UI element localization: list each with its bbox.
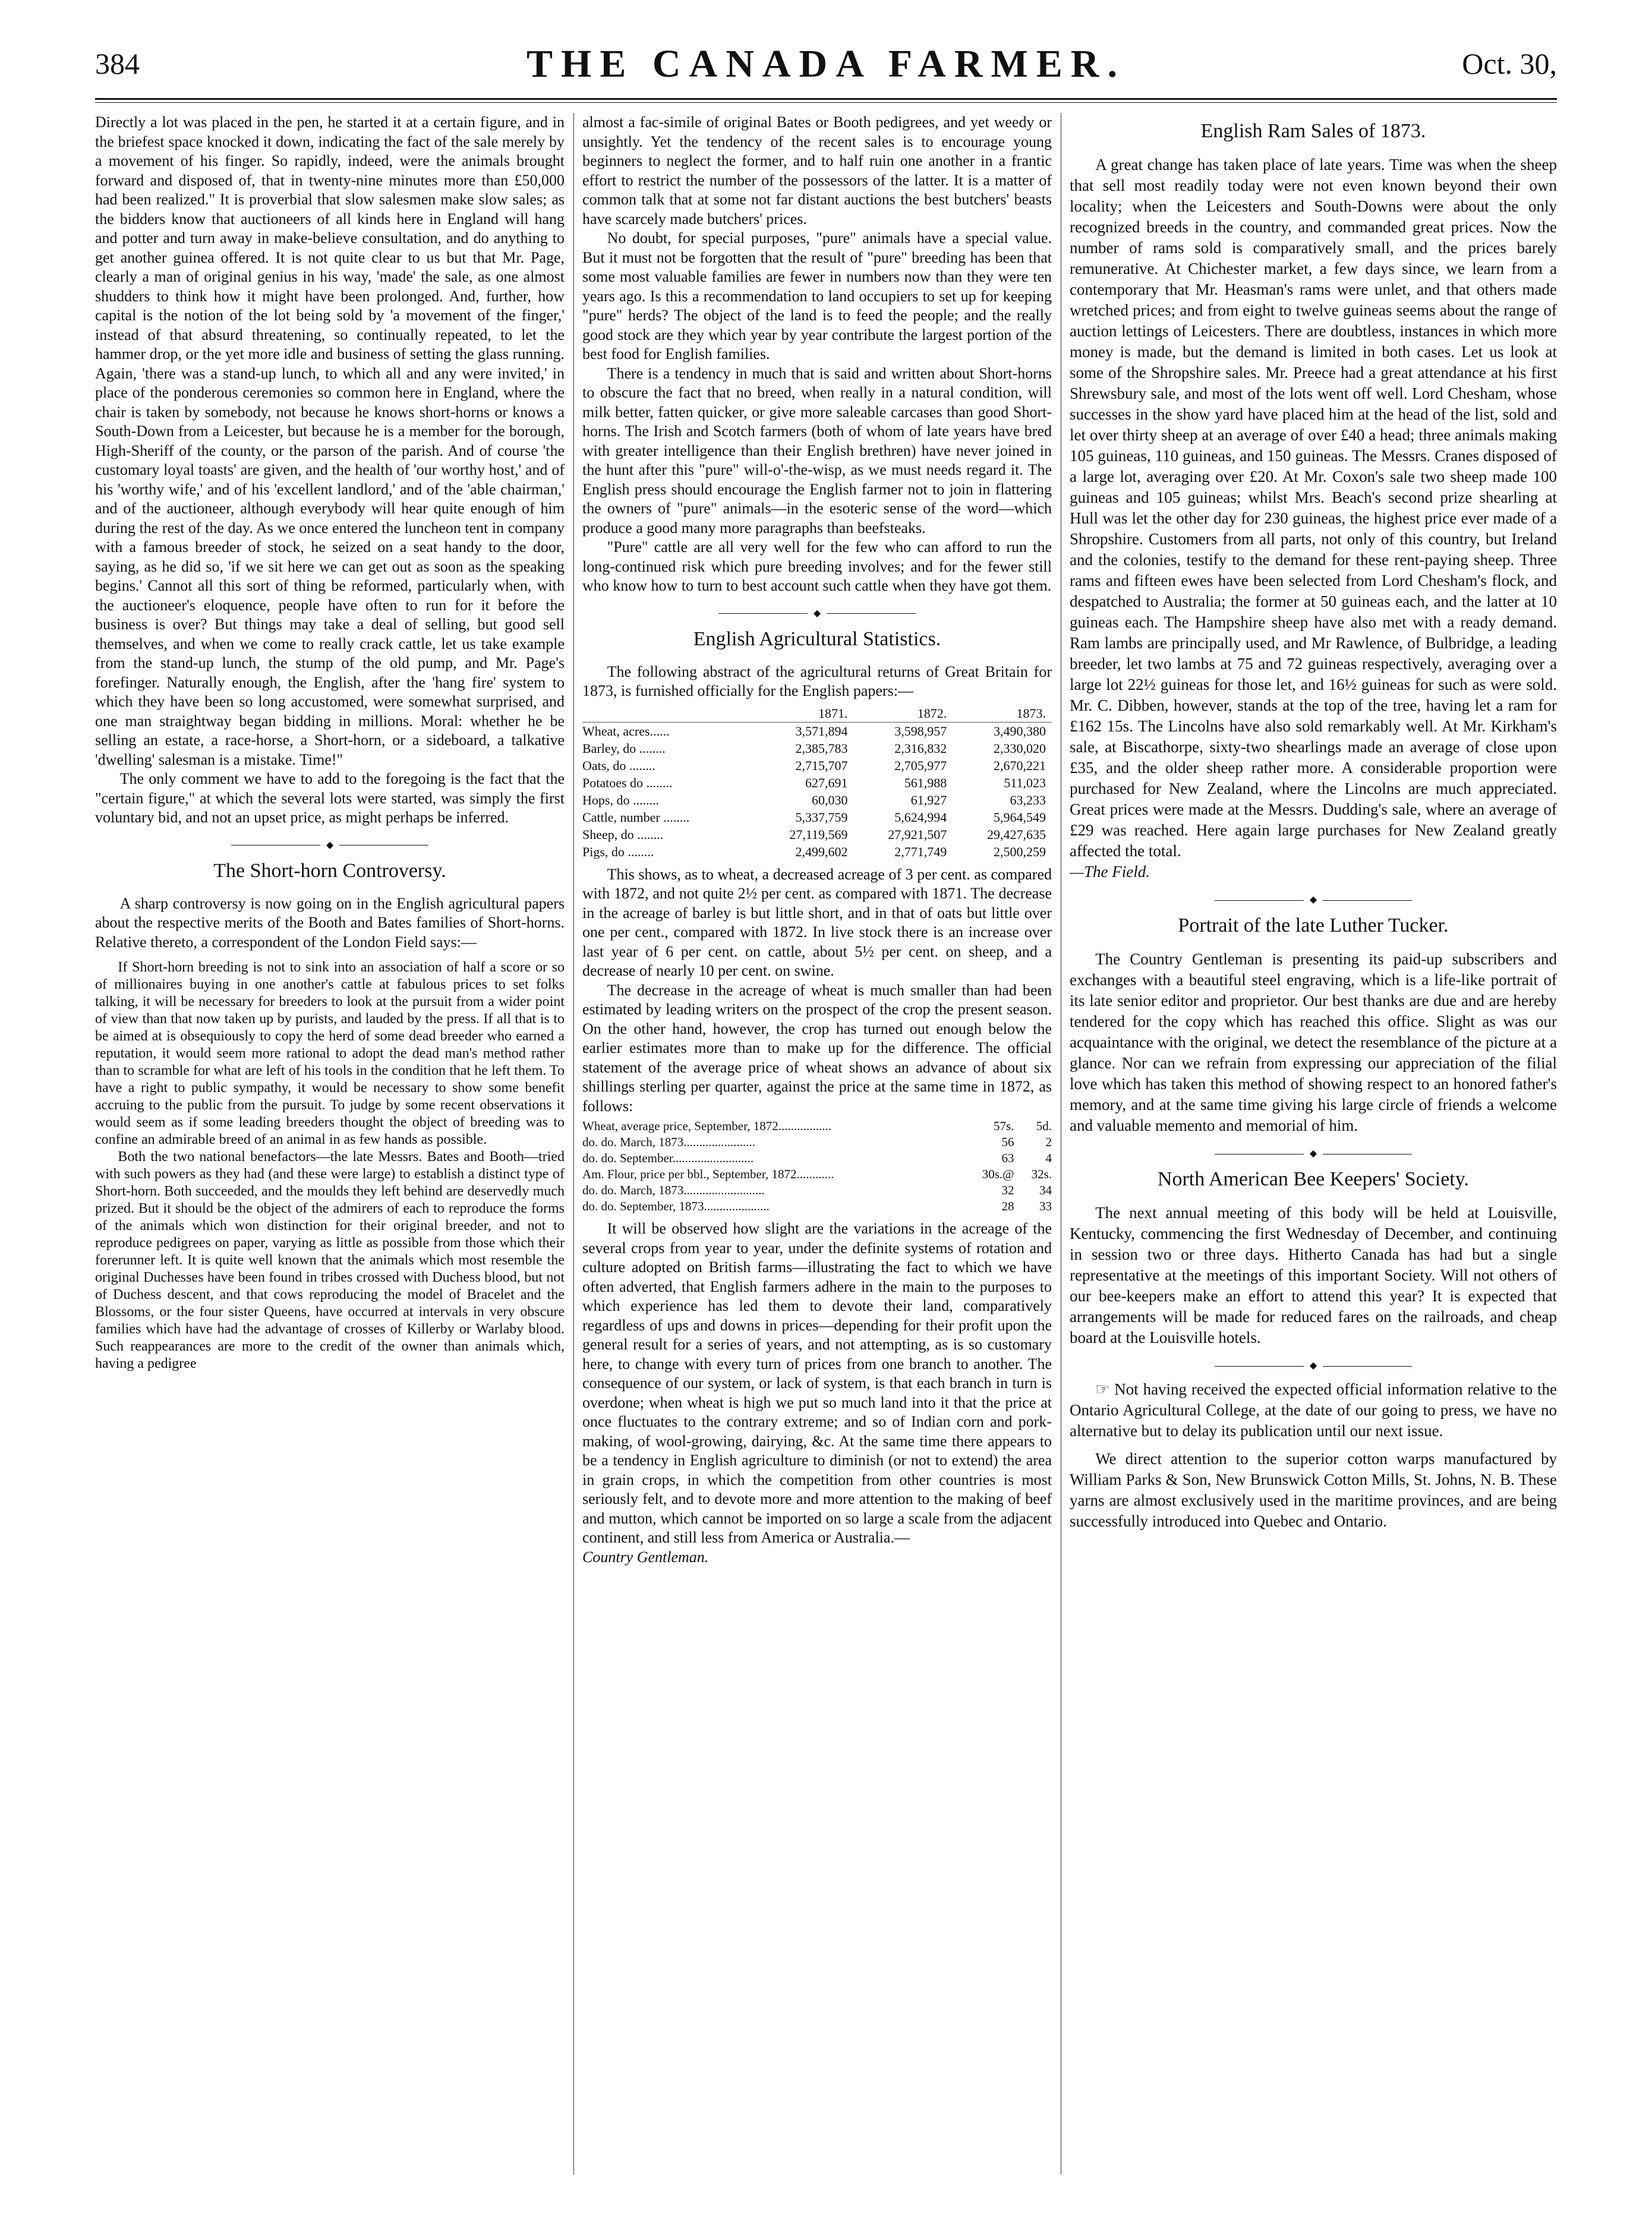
article-paragraph: almost a fac-simile of original Bates or Booth pedigrees, and yet weedy or unsightly. Yet the tendency of the recent sales is to encourage young beginners to neglect the former, and to half ruin one another in a frantic effort to restrict the number of the possessors of the latter. It is a matter of common talk that at some not far distant auctions the best butchers' beasts have scarcely made butchers' prices.	[582, 113, 1052, 228]
table-cell: Am. Flour, price per bbl., September, 1872............	[582, 1167, 834, 1181]
statistics-table	[582, 705, 1052, 860]
headline-shorthorn-controversy: The Short-horn Controversy.	[213, 859, 446, 882]
table-cell: 4	[1045, 1151, 1052, 1165]
table-row	[582, 1182, 1052, 1198]
table-cell: Oats, do ........	[582, 758, 655, 773]
table-row	[582, 791, 1052, 809]
table-row	[582, 809, 1052, 826]
article-paragraph: There is a tendency in much that is said and written about Short-horns to obscure the fact that no breed, when really in a natural condition, will milk better, fatten quicker, or give more saleable carcases than good Short-horns. The Irish and Scotch farmers (both of whom of late years have bred with greater intelligence than their English brethren) have never joined in the hunt after this "pure" will-o'-the-wisp, as we must needs regard it. The English press should encourage the English farmer not to join in flattering the owners of "pure" animals—in the esoteric sense of the word—which produce a good many more paragraphs than beefsteaks.	[582, 364, 1052, 537]
table-row	[582, 826, 1052, 843]
headline-bee-keepers-society: North American Bee Keepers' Society.	[1157, 1168, 1470, 1190]
table-cell: 2,670,221	[994, 758, 1046, 773]
table-cell: 2,385,783	[795, 740, 848, 756]
newspaper-title: THE CANADA FARMER.	[527, 42, 1125, 86]
table-cell: 561,988	[904, 775, 947, 790]
table-cell: 5,337,759	[795, 809, 848, 825]
table-cell: 2,330,020	[994, 740, 1046, 756]
table-cell: Wheat, average price, September, 1872.................	[582, 1119, 832, 1133]
table-row	[582, 843, 1052, 860]
masthead	[95, 42, 1557, 101]
article-paragraph: "Pure" cattle are all very well for the few who can afford to run the long-continued risk which pure breeding involves; and for the fewer still who know how to turn to best account such cattle when they have got them.	[582, 538, 1052, 594]
table-cell: 2,705,977	[894, 758, 947, 773]
table-cell: 2,771,749	[894, 844, 947, 859]
table-cell: 511,023	[1004, 775, 1046, 790]
masthead-rule	[95, 98, 1557, 103]
table-row	[582, 1166, 1052, 1182]
table-row	[582, 722, 1052, 740]
table-row	[582, 757, 1052, 774]
table-cell: 27,119,569	[789, 827, 848, 842]
table-row	[582, 1118, 1052, 1134]
table-cell: do. do. September, 1873.....................	[582, 1199, 770, 1213]
table-header-row	[582, 705, 1052, 723]
table-cell: 32s.	[1031, 1167, 1052, 1181]
article-paragraph: It will be observed how slight are the variations in the acreage of the several crops from year to year, under the definite systems of rotation and culture adopted on British farms—illustrating the fact to which we have often adverted, that English farmers adhere in the main to the purposes to which experience has led them to devote their land, comparatively regardless of ups and downs in prices—depending for their profit upon the general result for a series of years, and not attempting, as is so customary here, to change with every turn of prices from one branch to another. The consequence of our system, or lack of system, is that each branch in turn is overdone; when wheat is high we put so much land into it that the price at once fluctuates to the contrary extreme; and so of Indian corn and pork-making, of wool-growing, dairying, &c. At the same time there appears to be a tendency in English agriculture to diminish (or not to extend) the area in grain crops, in which the competition from other countries is most seriously felt, and to devote more and more attention to the making of beef and mutton, which cannot be imported on so large a scale from the adjacent continent, and still less from America or Australia.—	[582, 1220, 1052, 1546]
table-cell: 30s.@	[982, 1167, 1014, 1181]
table-cell: Barley, do ........	[582, 740, 666, 756]
headline-luther-tucker-portrait: Portrait of the late Luther Tucker.	[1178, 914, 1449, 936]
quoted-paragraph: If Short-horn breeding is not to sink into an association of half a score or so of millionaires buying in one another's cattle at fabulous prices to set folks talking, it will be necessary for breeders to look at the pursuit from a wider point of view than that now taken up by purists, and lauded by the press. If all that is to be aimed at is obsequiously to copy the herd of some dead breeder who earned a reputation, it would seem more rational to adopt the dead man's method rather than to scramble for what are left of his tools in the condition that he left them. To have a right to public sympathy, it would be necessary to show some benefit accruing to the public from the pursuit. To judge by some recent observations it would seem as if some leading breeders thought the object of breeding was to confine an admirable breed of an animal in as few hands as possible.	[95, 960, 565, 1147]
column-1	[95, 113, 565, 2175]
column-3	[1070, 113, 1557, 2175]
issue-date: Oct. 30,	[1462, 47, 1557, 80]
table-cell: 63,233	[1010, 792, 1046, 807]
article-source: Country Gentleman.	[582, 1548, 709, 1566]
table-cell: 5d.	[1036, 1119, 1052, 1133]
column-2	[582, 113, 1052, 2175]
column-divider	[573, 113, 574, 2175]
table-cell: 3,598,957	[894, 723, 947, 739]
table-row	[582, 1198, 1052, 1215]
table-cell: Hops, do ........	[582, 792, 659, 807]
article-paragraph: No doubt, for special purposes, "pure" animals have a special value. But it must not be forgotten that the result of "pure" breeding has been that some most valuable families are fewer in numbers now than they were ten years ago. Is this a recommendation to land occupiers to set up for keeping "pure" herds? The object of the land is to feed the people; and the really good stock are they which year by year contribute the largest portion of the best food for English families.	[582, 229, 1052, 362]
article-paragraph: The only comment we have to add to the foregoing is the fact that the "certain figure," at which the several lots were started, was simply the first voluntary bid, and not an upset price, as might perhaps be inferred.	[95, 770, 565, 826]
section-separator: ◆	[1070, 895, 1557, 905]
table-cell: Potatoes do ........	[582, 775, 673, 790]
table-cell: 2,499,602	[795, 844, 848, 859]
article-paragraph: A sharp controversy is now going on in the English agricultural papers about the respective merits of the Booth and Bates families of Short-horns. Relative thereto, a correspondent of the London Field says:—	[95, 894, 565, 951]
table-cell: 27,921,507	[888, 827, 947, 842]
table-cell: 5,964,549	[994, 809, 1046, 825]
section-separator: ◆	[95, 841, 565, 850]
table-cell: 57s.	[994, 1119, 1014, 1133]
table-row	[582, 1134, 1052, 1150]
headline-agricultural-statistics: English Agricultural Statistics.	[693, 627, 941, 650]
table-cell: 63	[1001, 1151, 1014, 1165]
table-header-cell: 1873.	[953, 705, 1052, 723]
section-separator: ◆	[1070, 1361, 1557, 1371]
table-cell: 2,500,259	[994, 844, 1046, 859]
table-cell: 61,927	[910, 792, 947, 807]
table-cell: 28	[1001, 1199, 1014, 1213]
table-cell: Cattle, number ........	[582, 809, 690, 825]
article-source: —The Field.	[1070, 863, 1150, 881]
table-cell: 60,030	[812, 792, 848, 807]
table-cell: 33	[1039, 1199, 1052, 1213]
article-paragraph: The following abstract of the agricultural returns of Great Britain for 1873, is furnished officially for the English papers:—	[582, 663, 1052, 699]
table-cell: 5,624,994	[894, 809, 947, 825]
table-header-cell: 1871.	[755, 705, 853, 723]
table-cell: Pigs, do ........	[582, 844, 654, 859]
article-paragraph: A great change has taken place of late years. Time was when the sheep that sell most readily today were not even known beyond their own locality; when the Leicesters and South-Downs were about the only recognized breeds in the country, and commanded great prices. Now the number of rams sold is comparatively small, and the prices barely remunerative. At Chichester market, a few days since, we learn from a contemporary that Mr. Heasman's rams were unlet, and that others made wretched prices; and from eight to twelve guineas seems about the range of auction lettings of Leicesters. There are doubtless, instances in which more money is made, but the demand is limited in both cases. Let us look at some of the Shropshire sales. Mr. Preece had a great attendance at his first Shrewsbury sale, and most of the lots went off well. Lord Chesham, whose successes in the show yard have placed him at the head of the list, sold and let over thirty sheep at an average of over £40 a head; three animals making 105 guineas, 110 guineas, and 150 guineas. The Messrs. Cranes disposed of a large lot, averaging over £20. At Mr. Coxon's sale two sheep made 100 guineas and 105 guineas; whilst Mrs. Beach's second prize shearling at Hull was let the other day for 230 guineas, the highest price ever made of a Shropshire. Customers from all parts, not only of this country, but Ireland and the colonies, testify to the demand for these rent-paying sheep. Three rams and fifteen ewes have been selected from Lord Chesham's flock, and despatched to Australia; the former at 50 guineas each, and the latter at 10 guineas each. The Hampshire sheep have also met with a ready demand. Ram lambs are principally used, and Mr Rawlence, of Bulbridge, a leading breeder, let two lambs at 75 and 72 guineas respectively, averaging over a large lot 22½ guineas for those let, and 16½ guineas for such as were sold. Mr. C. Dibben, however, stands at the top of the tree, having let a ram for £162 15s. The Lincolns have also sold remarkably well. At Mr. Kirkham's sale, at Biscathorpe, sixty-two shearlings made an average of close upon £35, and the older sheep rather more. A considerable proportion were purchased for New Zealand, where the Lincolns are much appreciated. Great prices were made at the Messrs. Dudding's sale, where an average of £29 was reached. Here again large purchases for New Zealand greatly affected the total.	[1070, 156, 1557, 860]
wheat-price-table	[582, 1118, 1052, 1215]
table-cell: 32	[1001, 1183, 1014, 1197]
table-row	[582, 774, 1052, 791]
table-cell: 2,715,707	[795, 758, 848, 773]
article-paragraph: The decrease in the acreage of wheat is much smaller than had been estimated by leading writers on the prospect of the crop the present season. On the other hand, however, the crop has turned out enough below the earlier estimates more than to make up for the difference. The official statement of the average price of wheat shows an advance of about six shillings sterling per quarter, against the price at the same time in 1872, as follows:	[582, 981, 1052, 1115]
table-cell: 3,571,894	[795, 723, 848, 739]
table-cell: 56	[1001, 1135, 1014, 1149]
table-cell: 3,490,380	[994, 723, 1046, 739]
table-row	[582, 740, 1052, 757]
section-separator: ◆	[1070, 1149, 1557, 1159]
table-cell: 627,691	[805, 775, 848, 790]
table-cell: 34	[1039, 1183, 1052, 1197]
table-cell: 2	[1045, 1135, 1052, 1149]
table-header-cell: 1872.	[854, 705, 953, 723]
notice-paragraph: ☞ Not having received the expected official information relative to the Ontario Agricultural College, at the date of our going to press, we have no alternative but to delay its publication until our next issue.	[1070, 1380, 1557, 1440]
article-paragraph: Directly a lot was placed in the pen, he started it at a certain figure, and in the briefest space knocked it down, indicating the fact of the sale merely by a movement of his finger. So rapidly, indeed, were the animals brought forward and disposed of, that in twenty-nine minutes more than £50,000 had been realized." It is proverbial that slow salesmen make slow sales; as the bidders know that auctioneers of all kinds here in England will hang and potter and turn away in make-believe consultation, and do anything to get another guinea offered. It is not quite clear to us but that Mr. Page, clearly a man of original genius in his way, 'made' the sale, as one almost shudders to think how it might have been prolonged. And, further, how capital is the notion of the lot being sold by 'a movement of the finger,' instead of that absurd threatening, so continually repeated, to let the hammer drop, or the yet more idle and business of setting the glass running. Again, 'there was a stand-up lunch, to which all and any were invited,' in place of the ponderous ceremonies so common here in England, where the chair is taken by somebody, not because he knows short-horns or knows a South-Down from a Leicester, but because he is a member for the borough, High-Sheriff of the county, or the parson of the parish. And of course 'the customary loyal toasts' are given, and the health of 'our worthy host,' and of his 'worthy wife,' and of his 'excellent landlord,' and of the 'able chairman,' and of the auctioneer, although everybody will hear quite enough of him during the rest of the day. As we once entered the luncheon tent in company with a famous breeder of stock, he seized on a seat handy to the door, saying, as he did so, 'if we sit here we can get out as soon as the speaking begins.' Cannot all this sort of thing be reformed, particularly when, with the auctioneer's eloquence, people have often to run for it before the business is over? But things may take a deal of selling, but good sell themselves, and when we come to really crack cattle, let us take example from the stand-up lunch, the stump of the old pump, and Mr. Page's forefinger. Naturally enough, the English, after the 'hang fire' system to which they have been so long accustomed, were somewhat surprised, and one man straightway began bidding in millions. Moral: whether he be selling an estate, a race-horse, a Short-horn, or a sideboard, a talkative 'dwelling' salesman is a mistake. Time!"	[95, 113, 565, 768]
article-paragraph: The Country Gentleman is presenting its paid-up subscribers and exchanges with a beautiful steel engraving, which is a life-like portrait of its late senior editor and proprietor. Our best thanks are due and are hereby tendered for the copy which has reached this office. Slight as was our acquaintance with the original, we detect the resemblance of the picture at a glance. Nor can we refrain from expressing our appreciation of the filial love which has taken this method of showing respect to an honored father's memory, and at the same time giving his large circle of friends a welcome and valuable memento and memorial of him.	[1070, 950, 1557, 1134]
headline-ram-sales: English Ram Sales of 1873.	[1200, 120, 1426, 142]
table-cell: do. do. March, 1873.......................	[582, 1135, 756, 1149]
table-cell: 29,427,635	[987, 827, 1046, 842]
table-row	[582, 1150, 1052, 1166]
table-cell: do. do. September..........................	[582, 1151, 754, 1165]
table-cell: Wheat, acres......	[582, 723, 670, 739]
page-number: 384	[95, 47, 140, 80]
article-paragraph: This shows, as to wheat, a decreased acreage of 3 per cent. as compared with 1872, and not quite 2½ per cent. as compared with 1871. The decrease in the acreage of barley is but little short, and in that of oats but little over one per cent., compared with 1872. In live stock there is an increase over last year of 6 per cent. on cattle, about 5½ per cent. on sheep, and a decrease of nearly 10 per cent. on swine.	[582, 865, 1052, 979]
table-header-cell	[582, 705, 755, 723]
section-separator: ◆	[582, 609, 1052, 619]
notice-paragraph: We direct attention to the superior cotton warps manufactured by William Parks & Son, New Brunswick Cotton Mills, St. Johns, N. B. These yarns are almost exclusively used in the maritime provinces, and are being successfully introduced into Quebec and Ontario.	[1070, 1450, 1557, 1530]
article-paragraph: The next annual meeting of this body will be held at Louisville, Kentucky, commencing the first Wednesday of December, and continuing in session two or three days. Hitherto Canada has had but a single representative at the meetings of this important Society. Will not others of our bee-keepers make an effort to attend this year? It is expected that arrangements will be made for reduced fares on the railroads, and cheap board at the Louisville hotels.	[1070, 1204, 1557, 1346]
quoted-paragraph: Both the two national benefactors—the late Messrs. Bates and Booth—tried with such powers as they had (and these were large) to establish a distinct type of Short-horn. Both succeeded, and the moulds they left behind are deservedly much prized. But it should be the object of the admirers of each to reproduce the forms of the animals which won distinction for their original breeder, and not to reproduce pedigrees on paper, varying as little as possible from those which their forerunner left. It is quite well known that the animals which most resemble the original Duchesses have been found in tribes crossed with Duchess blood, but not of Duchess descent, and that cows reproducing the model of Bracelet and the Blossoms, or the four sister Queens, have occurred at intervals in very obscure families which have had the advantage of crosses of Killerby or Warlaby blood. Such reappearances are more to the credit of the owner than animals which, having a pedigree	[95, 1149, 565, 1371]
table-cell: Sheep, do ........	[582, 827, 664, 842]
table-cell: do. do. March, 1873..........................	[582, 1183, 765, 1197]
table-cell: 2,316,832	[894, 740, 947, 756]
